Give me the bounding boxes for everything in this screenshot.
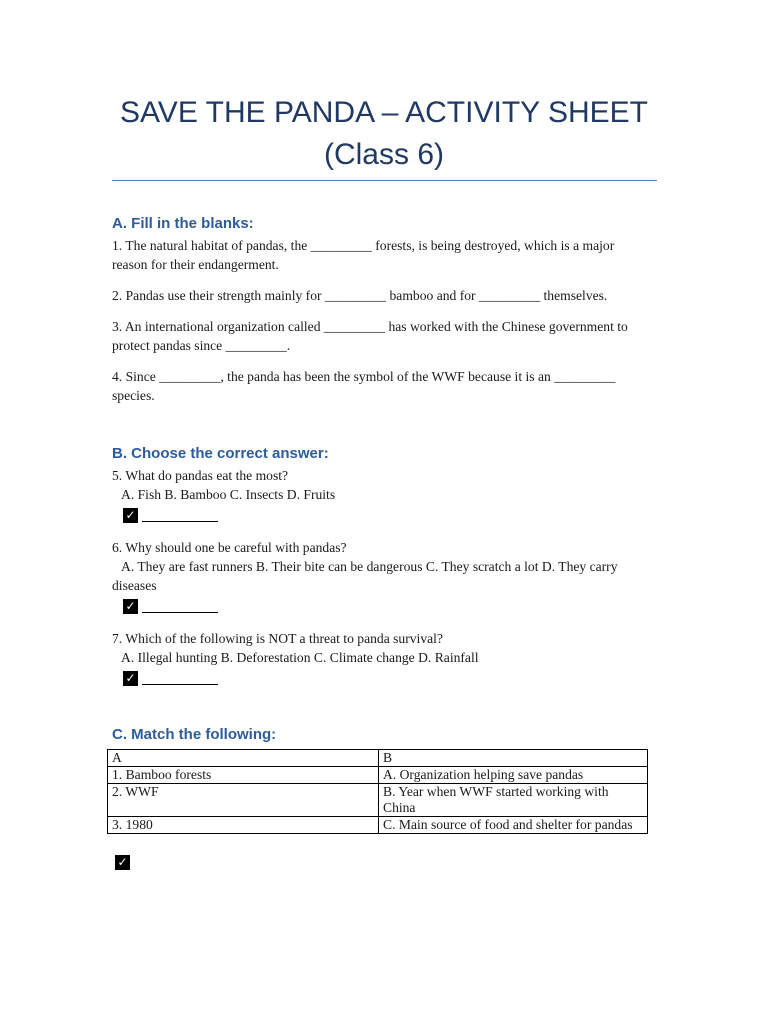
column-a-header: A xyxy=(108,750,379,767)
answer-field[interactable] xyxy=(123,669,652,687)
title-divider xyxy=(112,180,657,181)
checkbox-checked-icon[interactable]: ✓ xyxy=(123,599,138,614)
question-1: 1. The natural habitat of pandas, the _________ forests, is being destroyed, which is a major reason for their endangerment. xyxy=(112,238,615,272)
answer-field[interactable] xyxy=(123,597,652,615)
section-a-heading: A. Fill in the blanks: xyxy=(112,215,254,232)
question-2: 2. Pandas use their strength mainly for _________ bamboo and for _________ themselves. xyxy=(112,288,608,303)
section-b-heading: B. Choose the correct answer: xyxy=(112,445,329,462)
table-cell: 3. 1980 xyxy=(108,817,379,834)
question-6: 6. Why should one be careful with pandas? xyxy=(112,540,347,555)
table-row xyxy=(108,767,648,784)
table-row xyxy=(108,784,648,817)
question-7: 7. Which of the following is NOT a threat to panda survival? xyxy=(112,631,443,646)
question-4: 4. Since _________, the panda has been the symbol of the WWF because it is an _________ species. xyxy=(112,369,616,403)
table-cell: C. Main source of food and shelter for pandas xyxy=(379,817,648,834)
table-cell: 1. Bamboo forests xyxy=(108,767,379,784)
section-multiple-choice xyxy=(112,444,652,701)
section-c-heading: C. Match the following: xyxy=(112,726,277,743)
table-header-row xyxy=(108,750,648,767)
answer-line[interactable] xyxy=(142,672,218,685)
question-5-options: A. Fish B. Bamboo C. Insects D. Fruits xyxy=(121,487,336,502)
page-title xyxy=(112,92,656,176)
answer-field[interactable] xyxy=(123,506,652,524)
answer-line[interactable] xyxy=(142,600,218,613)
question-3: 3. An international organization called _________ has worked with the Chinese government to protect pandas since _________. xyxy=(112,319,628,353)
checkbox-checked-icon[interactable]: ✓ xyxy=(123,508,138,523)
checkbox-checked-icon[interactable]: ✓ xyxy=(123,671,138,686)
table-row xyxy=(108,817,648,834)
mcq-question xyxy=(112,466,652,524)
section-fill-blanks xyxy=(112,214,652,417)
mcq-question xyxy=(112,538,652,615)
title-line-2: (Class 6) xyxy=(323,138,444,171)
checkbox-checked-icon[interactable]: ✓ xyxy=(115,855,130,870)
table-cell: B. Year when WWF started working with China xyxy=(379,784,648,817)
mcq-question xyxy=(112,629,652,687)
question-7-options: A. Illegal hunting B. Deforestation C. Climate change D. Rainfall xyxy=(121,650,479,665)
section-match xyxy=(112,725,652,747)
table-cell: 2. WWF xyxy=(108,784,379,817)
table-cell: A. Organization helping save pandas xyxy=(379,767,648,784)
title-line-1: SAVE THE PANDA – ACTIVITY SHEET xyxy=(120,96,648,129)
match-table xyxy=(107,749,648,834)
question-5: 5. What do pandas eat the most? xyxy=(112,468,289,483)
column-b-header: B xyxy=(379,750,648,767)
answer-line[interactable] xyxy=(142,509,218,522)
question-6-options: A. They are fast runners B. Their bite can be dangerous C. They scratch a lot D. They carry diseases xyxy=(112,559,618,593)
